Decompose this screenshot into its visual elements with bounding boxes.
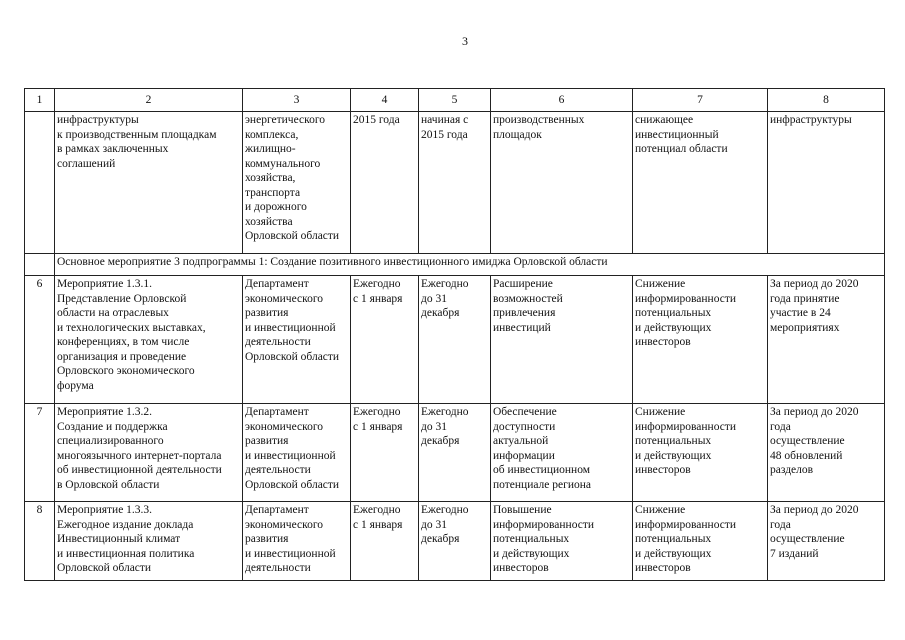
column-number: 2 [55, 89, 243, 112]
consequence-cell: снижающее инвестиционный потенциал области [633, 112, 768, 254]
row-number: 8 [25, 502, 55, 581]
measure-cell: инфраструктуры к производственным площадкам в рамках заключенных соглашений [55, 112, 243, 254]
row-number [25, 112, 55, 254]
table-row [25, 404, 885, 502]
section-row-number [25, 254, 55, 276]
indicator-cell: За период до 2020 года осуществление 48 обновлений разделов [768, 404, 885, 502]
expected-result-cell: производственных площадок [491, 112, 633, 254]
section-row [25, 254, 885, 276]
row-number: 7 [25, 404, 55, 502]
measure-cell: Мероприятие 1.3.1. Представление Орловской области на отраслевых и технологических выставках, конференциях, в том числе организация и проведение Орловского экономического форума [55, 276, 243, 404]
indicator-cell: инфраструктуры [768, 112, 885, 254]
column-number: 3 [243, 89, 351, 112]
start-date-cell: Ежегодно с 1 января [351, 502, 419, 581]
start-date-cell: 2015 года [351, 112, 419, 254]
indicator-cell: За период до 2020 года осуществление 7 изданий [768, 502, 885, 581]
end-date-cell: Ежегодно до 31 декабря [419, 404, 491, 502]
start-date-cell: Ежегодно с 1 января [351, 276, 419, 404]
column-number-row [25, 89, 885, 112]
start-date-cell: Ежегодно с 1 января [351, 404, 419, 502]
column-number: 6 [491, 89, 633, 112]
table-row [25, 502, 885, 581]
consequence-cell: Снижение информированности потенциальных и действующих инвесторов [633, 502, 768, 581]
end-date-cell: Ежегодно до 31 декабря [419, 276, 491, 404]
column-number: 1 [25, 89, 55, 112]
expected-result-cell: Повышение информированности потенциальных и действующих инвесторов [491, 502, 633, 581]
executor-cell: Департамент экономического развития и инвестиционной деятельности [243, 502, 351, 581]
column-number: 8 [768, 89, 885, 112]
column-number: 4 [351, 89, 419, 112]
consequence-cell: Снижение информированности потенциальных и действующих инвесторов [633, 276, 768, 404]
end-date-cell: начиная с 2015 года [419, 112, 491, 254]
measure-cell: Мероприятие 1.3.3. Ежегодное издание доклада Инвестиционный климат и инвестиционная политика Орловской области [55, 502, 243, 581]
executor-cell: Департамент экономического развития и инвестиционной деятельности Орловской области [243, 404, 351, 502]
expected-result-cell: Расширение возможностей привлечения инвестиций [491, 276, 633, 404]
consequence-cell: Снижение информированности потенциальных и действующих инвесторов [633, 404, 768, 502]
expected-result-cell: Обеспечение доступности актуальной информации об инвестиционном потенциале региона [491, 404, 633, 502]
page-number: 3 [462, 34, 468, 48]
end-date-cell: Ежегодно до 31 декабря [419, 502, 491, 581]
executor-cell: энергетического комплекса, жилищно- коммунального хозяйства, транспорта и дорожного хозяйства Орловской области [243, 112, 351, 254]
column-number: 5 [419, 89, 491, 112]
executor-cell: Департамент экономического развития и инвестиционной деятельности Орловской области [243, 276, 351, 404]
indicator-cell: За период до 2020 года принятие участие в 24 мероприятиях [768, 276, 885, 404]
section-title: Основное мероприятие 3 подпрограммы 1: Создание позитивного инвестиционного имиджа Орловской области [55, 254, 885, 276]
column-number: 7 [633, 89, 768, 112]
table-row-continuation [25, 112, 885, 254]
table-row [25, 276, 885, 404]
measures-table [24, 88, 885, 581]
measure-cell: Мероприятие 1.3.2. Создание и поддержка специализированного многоязычного интернет-портала об инвестиционной деятельности в Орловской области [55, 404, 243, 502]
row-number: 6 [25, 276, 55, 404]
